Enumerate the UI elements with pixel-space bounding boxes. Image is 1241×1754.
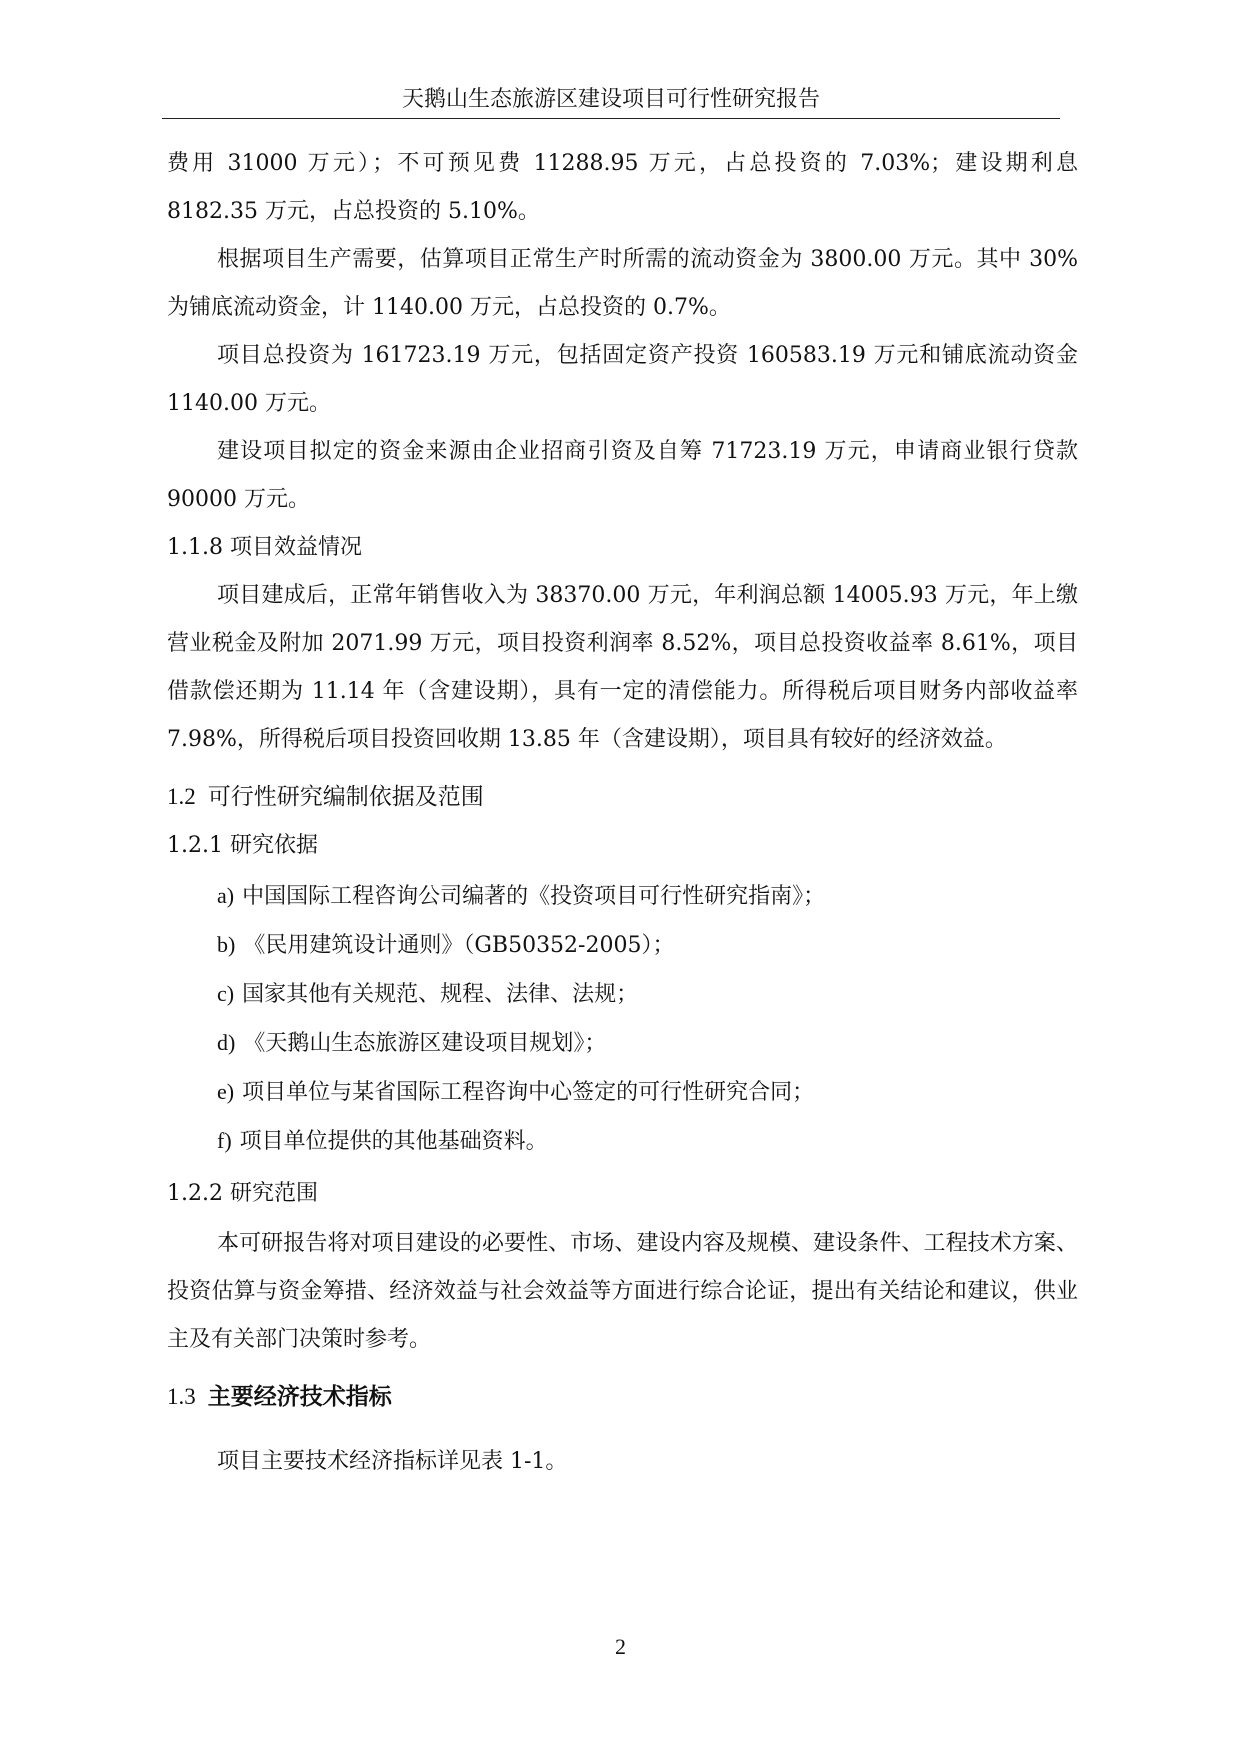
heading-1-1-8: 1.1.8 项目效益情况 bbox=[167, 535, 362, 560]
list-item: c) 国家其他有关规范、规程、法律、法规； bbox=[217, 981, 639, 1007]
list-item: a) 中国国际工程咨询公司编著的《投资项目可行性研究指南》； bbox=[217, 883, 826, 909]
heading-1-2-2: 1.2.2 研究范围 bbox=[167, 1181, 318, 1206]
running-header: 天鹅山生态旅游区建设项目可行性研究报告 bbox=[401, 87, 820, 112]
list-item: e) 项目单位与某省国际工程咨询中心签定的可行性研究合同； bbox=[217, 1079, 815, 1105]
paragraph-research-scope: 本可研报告将对项目建设的必要性、市场、建设内容及规模、建设条件、工程技术方案、投资估算与资金筹措、经济效益与社会效益等方面进行综合论证，提出有关结论和建议，供业主及有关部门决策时参考。 bbox=[167, 1231, 1078, 1352]
page-number: 2 bbox=[615, 1634, 626, 1659]
paragraph-indicators-reference: 项目主要技术经济指标详见表 1-1。 bbox=[217, 1449, 568, 1474]
heading-1-2-1: 1.2.1 研究依据 bbox=[167, 833, 318, 858]
section-number: 1.3 bbox=[167, 1384, 196, 1409]
section-title: 可行性研究编制依据及范围 bbox=[207, 784, 484, 810]
paragraph-funding-source: 建设项目拟定的资金来源由企业招商引资及自筹 71723.19 万元，申请商业银行贷款 90000 万元。 bbox=[167, 439, 1078, 512]
heading-1-2 bbox=[167, 780, 1078, 814]
section-title: 主要经济技术指标 bbox=[207, 1384, 392, 1410]
paragraph-cost-continuation: 费用 31000 万元）；不可预见费 11288.95 万元，占总投资的 7.03%；建设期利息 8182.35 万元，占总投资的 5.10%。 bbox=[167, 151, 1078, 224]
paragraph-project-benefits: 项目建成后，正常年销售收入为 38370.00 万元，年利润总额 14005.93 万元，年上缴营业税金及附加 2071.99 万元，项目投资利润率 8.52%，项目总投资收益率 8.61%，项目借款偿还期为 11.14 年（含建设期），具有一定的清偿能力。所得税后项目财务内部收益率 7.98%，所得税后项目投资回收期 13.85 年（含建设期），项目具有较好的经济效益。 bbox=[167, 583, 1078, 752]
list-item: f) 项目单位提供的其他基础资料。 bbox=[217, 1128, 548, 1154]
section-number: 1.2 bbox=[167, 784, 196, 809]
paragraph-total-investment: 项目总投资为 161723.19 万元，包括固定资产投资 160583.19 万元和铺底流动资金 1140.00 万元。 bbox=[167, 343, 1078, 416]
paragraph-working-capital: 根据项目生产需要，估算项目正常生产时所需的流动资金为 3800.00 万元。其中 30%为铺底流动资金，计 1140.00 万元，占总投资的 0.7%。 bbox=[167, 247, 1078, 320]
list-item: d) 《天鹅山生态旅游区建设项目规划》； bbox=[217, 1030, 607, 1056]
header-divider bbox=[162, 118, 1060, 119]
list-item: b) 《民用建筑设计通则》（GB50352-2005）； bbox=[217, 932, 675, 958]
page-body bbox=[167, 140, 1078, 1486]
heading-1-3 bbox=[167, 1380, 1078, 1414]
